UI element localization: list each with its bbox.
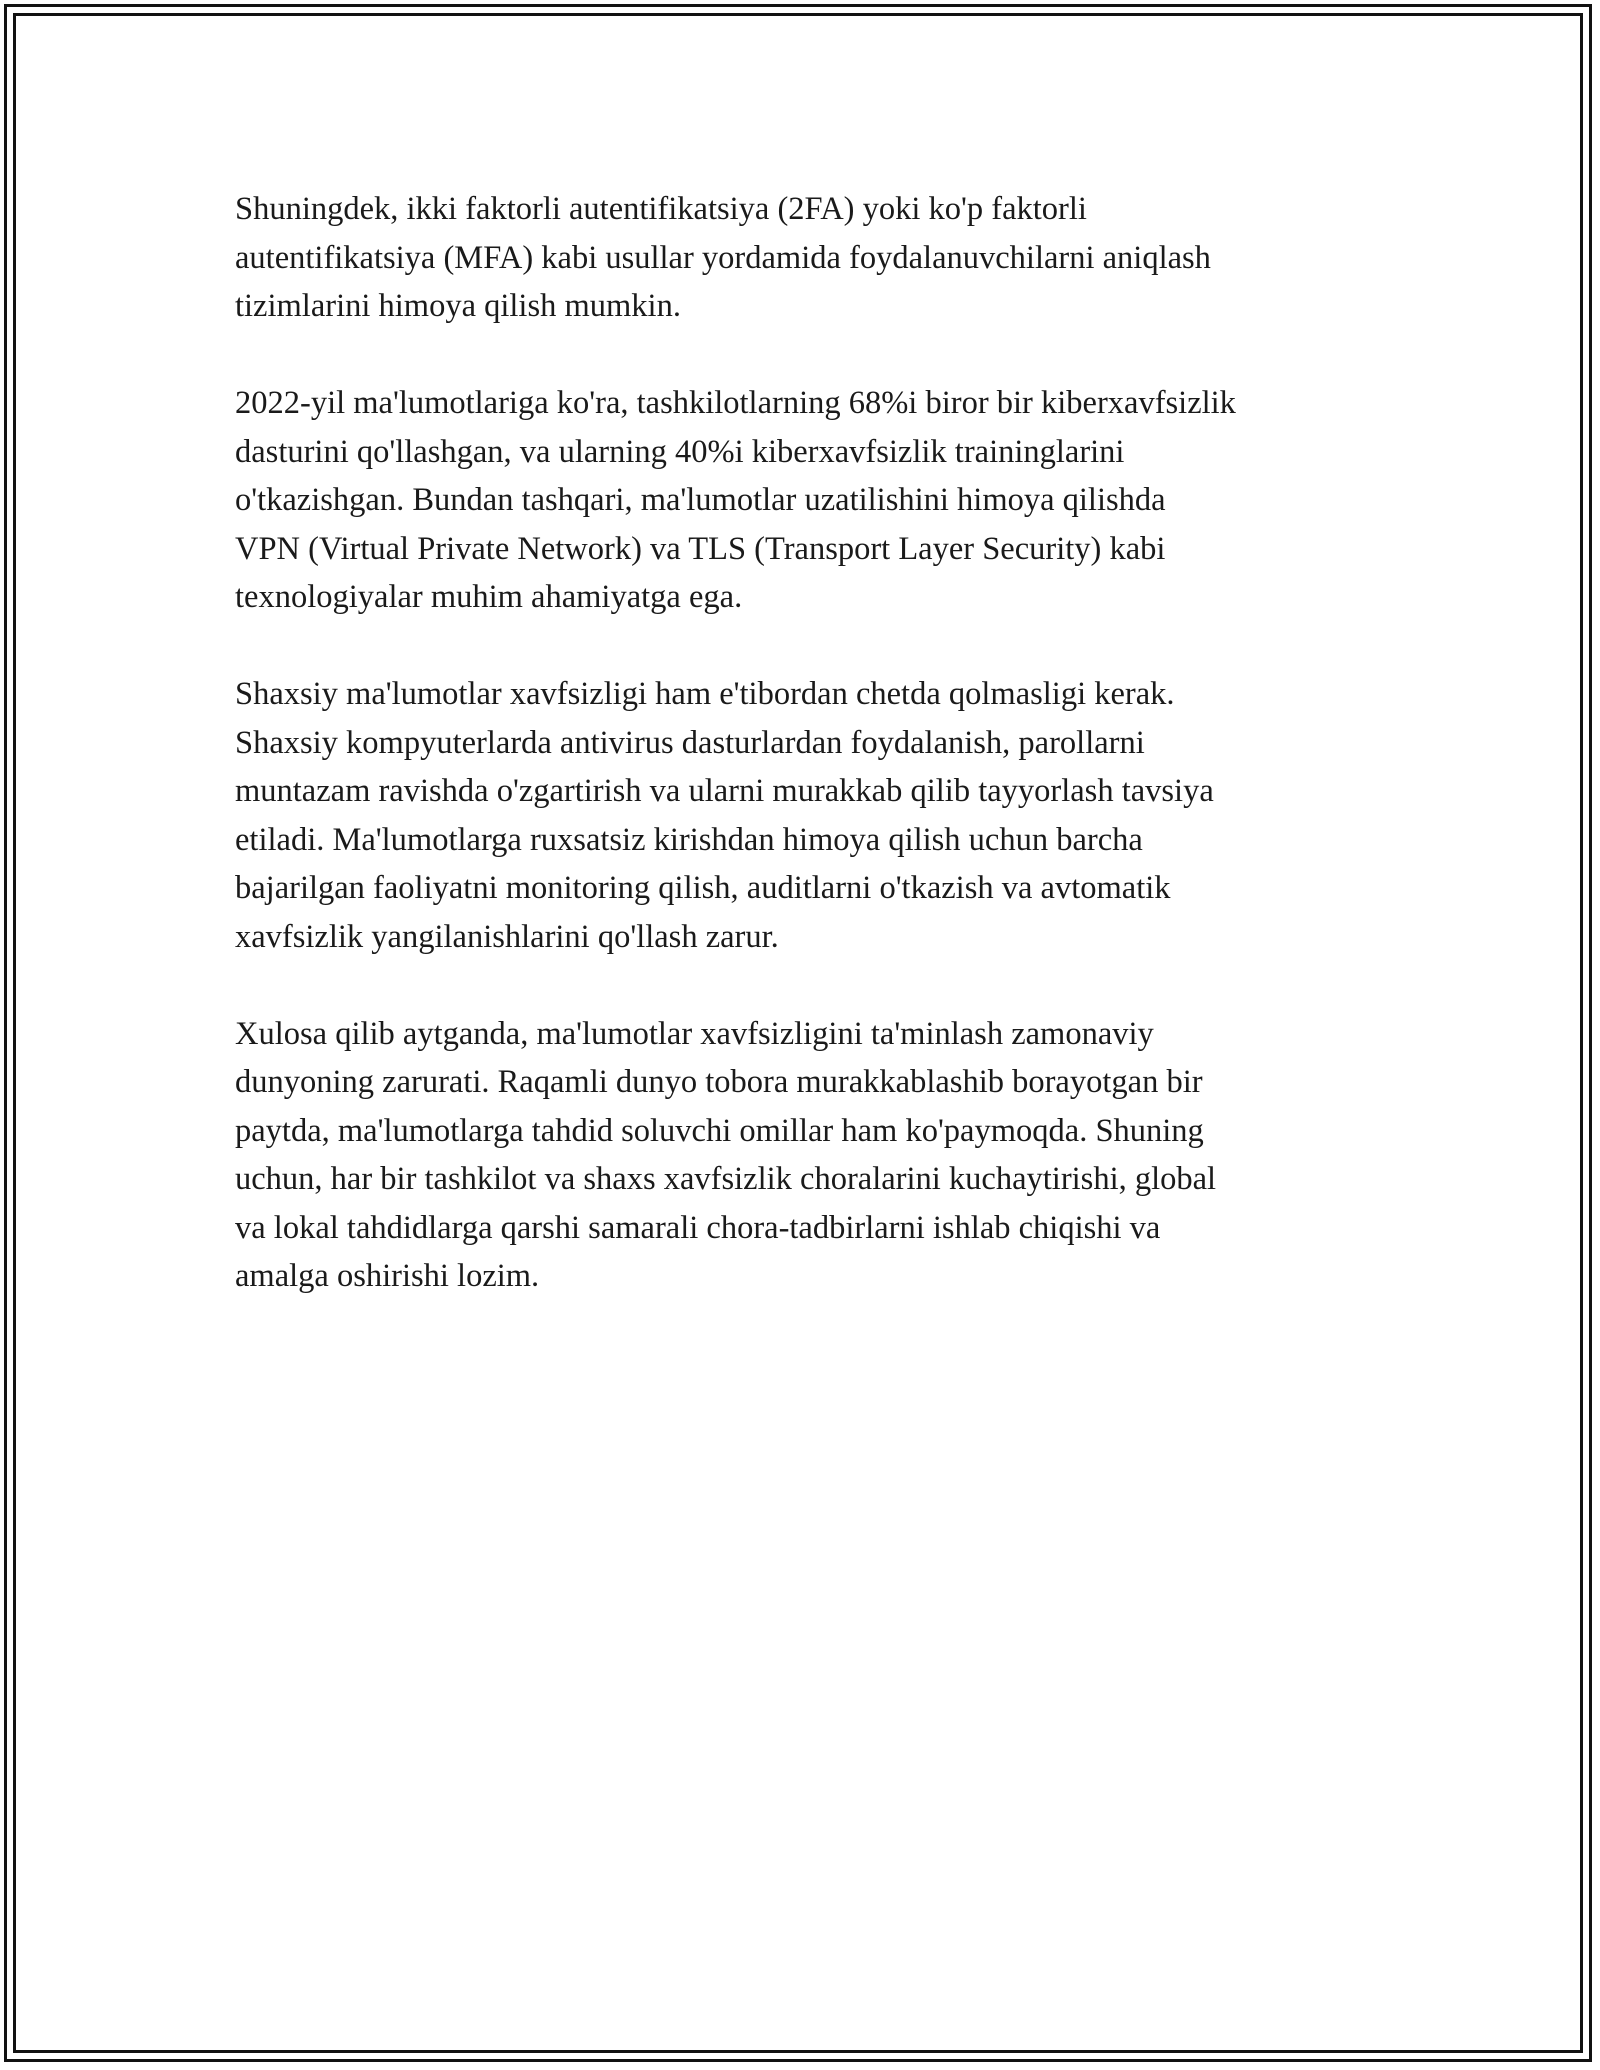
paragraph-statistics-2022: 2022-yil ma'lumotlariga ko'ra, tashkilotlarning 68%i biror bir kiberxavfsizlik dasturini qo'llashgan, va ularning 40%i kiberxavfsizlik traininglarini o'tkazishgan. Bundan tashqari, ma'lumotlar uzatilishini himoya qilishda VPN (Virtual Private Network) va TLS (Transport Layer Security) kabi texnologiyalar muhim ahamiyatga ega. (235, 385, 1236, 615)
paragraph-2fa-mfa: Shuningdek, ikki faktorli autentifikatsiya (2FA) yoki ko'p faktorli autentifikatsiya (MFA) kabi usullar yordamida foydalanuvchilarni aniqlash tizimlarini himoya qilish mumkin. (235, 191, 1211, 324)
document-body (235, 185, 1385, 1349)
paragraph-personal-data-security: Shaxsiy ma'lumotlar xavfsizligi ham e'tibordan chetda qolmasligi kerak. Shaxsiy kompyuterlarda antivirus dasturlardan foydalanish, parollarni muntazam ravishda o'zgartirish va ularni murakkab qilib tayyorlash tavsiya etiladi. Ma'lumotlarga ruxsatsiz kirishdan himoya qilish uchun barcha bajarilgan faoliyatni monitoring qilish, auditlarni o'tkazish va avtomatik xavfsizlik yangilanishlarini qo'llash zarur. (235, 676, 1214, 955)
paragraph-conclusion: Xulosa qilib aytganda, ma'lumotlar xavfsizligini ta'minlash zamonaviy dunyoning zarurati. Raqamli dunyo tobora murakkablashib borayotgan bir paytda, ma'lumotlarga tahdid soluvchi omillar ham ko'paymoqda. Shuning uchun, har bir tashkilot va shaxs xavfsizlik choralarini kuchaytirishi, global va lokal tahdidlarga qarshi samarali chora-tadbirlarni ishlab chiqishi va amalga oshirishi lozim. (235, 1015, 1217, 1294)
